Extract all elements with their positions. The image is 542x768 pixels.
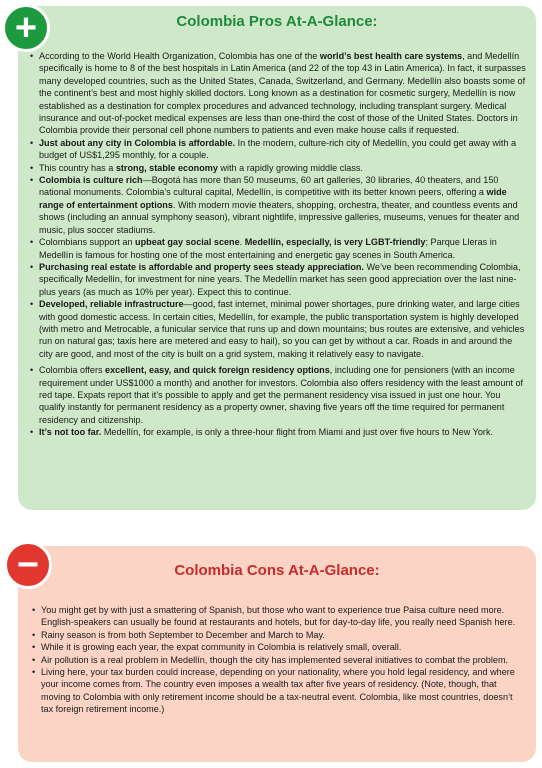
list-item: • Just about any city in Colombia is affordable. In the modern, culture-rich city of Medellín, you could get away with a budget of US$1,295 monthly, for a couple. [30,137,526,162]
list-item: • It’s not too far. Medellín, for example, is only a three-hour flight from Miami and just over five hours to New York. [30,426,526,438]
cons-list [32,604,526,716]
plus-icon: + [2,4,50,52]
cons-panel [18,546,536,762]
list-item: • Colombia offers excellent, easy, and quick foreign residency options, including one for pensioners (with an income requirement under US$1000 a month) and another for investors. Colombia also offers residency with the least amount of red tape. Expats report that it’s possible to apply and get the permanent residency visa issued in just one hour. You qualify instantly for permanent residency as a property owner, shaving five years off the time required for permanent residency and citizenship. [30,364,526,426]
cons-title: Colombia Cons At-A-Glance: [174,562,380,579]
pros-list [30,50,526,439]
list-item: • Colombians support an upbeat gay social scene. Medellín, especially, is very LGBT-friendly; Parque Lleras in Medellín is famous for hosting one of the most entertaining and energetic gay scenes in South America. [30,236,526,261]
list-item: • While it is growing each year, the expat community in Colombia is relatively small, overall. [32,641,526,653]
list-item: • Purchasing real estate is affordable and property sees steady appreciation. We’ve been recommending Colombia, specifically Medellín, for investment for nine years. The Medellín market has seen good appreciation over the last nine-plus years (as much as 10% per year). Expect this to continue. [30,261,526,298]
list-item: • You might get by with just a smattering of Spanish, but those who want to experience true Paisa culture need more. English-speakers can usually be found at restaurants and hotels, but for day-to-day life, you really need Spanish here. [32,604,526,629]
pros-panel [18,6,536,510]
list-item: • Living here, your tax burden could increase, depending on your nationality, where you hold legal residency, and where your income comes from. The country even imposes a wealth tax after five years of residency. (Note, though, that moving to Colombia with only retirement income should be a tax-neutral event. Colombia, like most countries, doesn’t tax foreign retirement income.) [32,666,526,716]
list-item: • This country has a strong, stable economy with a rapidly growing middle class. [30,162,526,174]
list-item: • Air pollution is a real problem in Medellín, though the city has implemented several initiatives to combat the problem. [32,654,526,666]
list-item: • According to the World Health Organization, Colombia has one of the world’s best health care systems, and Medellín specifically is home to 8 of the best hospitals in Latin America (and 22 of the top 43 in Latin America). In fact, it surpasses many developed countries, such as the United States, Canada, Switzerland, and Germany. Medellín also boasts some of the continent’s best and most highly skilled doctors. Long known as a destination for cosmetic surgery, Medellín is now established as a destination for complex procedures and advanced technology, including transplant surgery. Medical insurance and out-of-pocket medical expenses are less than one-third the cost of those of the United States. Doctors in Colombia provide their personal cell phone numbers to patients and even make house calls if requested. [30,50,526,137]
pros-title: Colombia Pros At-A-Glance: [176,13,378,30]
list-item: • Rainy season is from both September to December and March to May. [32,629,526,641]
minus-icon: − [4,541,52,589]
list-item: • Developed, reliable infrastructure—good, fast internet, minimal power shortages, pure drinking water, and large cities with good domestic access. In certain cities, Medellín, for example, the public transportation system is highly developed (with metro and Metrocable, a funicular service that runs up and down mountains; bus routes are extensive, and vehicles run on natural gas; taxis here are metered and easy to hail), so you can get by without a car. Roads in and around the city are good, and most of the city is built on a grid system, making it relatively easy to navigate. [30,298,526,360]
list-item: • Colombia is culture rich—Bogotá has more than 50 museums, 60 art galleries, 30 libraries, 40 theaters, and 150 national monuments. Colombia’s cultural capital, Medellín, is competitive with its better known peers, offering a wide range of entertainment options. With modern movie theaters, shopping, orchestra, theater, and countless events and shows (including an annual symphony season), vibrant nightlife, impressive galleries, museums, venues for theater and music, plus soccer stadiums. [30,174,526,236]
